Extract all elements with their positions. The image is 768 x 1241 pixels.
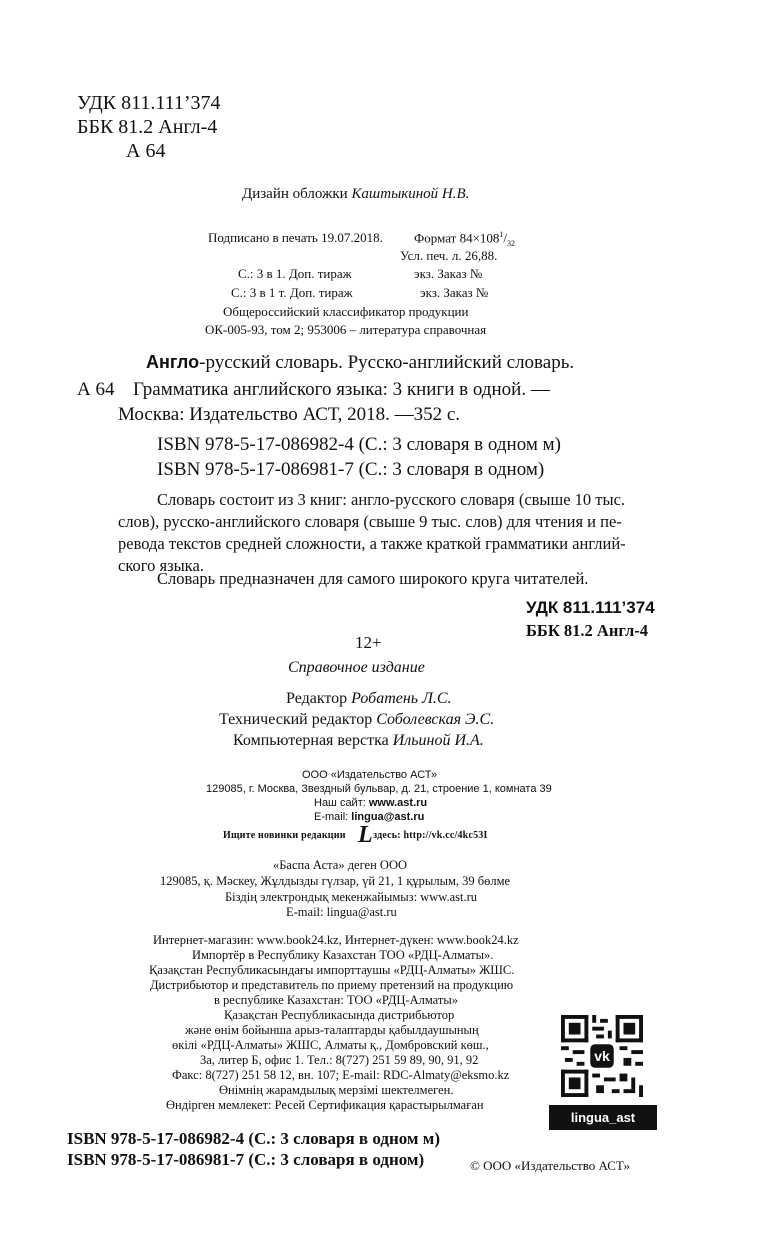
kz-publisher-site: Біздің электрондық мекенжайымыз: www.ast.ru — [225, 890, 477, 904]
title-line-1-rest: -русский словарь. Русско-английский словарь. — [199, 352, 575, 373]
publisher-email-link[interactable]: lingua@ast.ru — [351, 811, 425, 823]
extra-print-2: С.: 3 в 1 т. Доп. тираж — [231, 285, 353, 300]
age-rating: 12+ — [355, 633, 382, 652]
qr-code-icon[interactable] — [561, 1015, 643, 1097]
right-udk-code: УДК 811.111’374 — [526, 598, 655, 617]
format-sup: 1 — [499, 230, 504, 239]
title-isbn-1: ISBN 978-5-17-086982-4 (С.: 3 словаря в одном м) — [157, 434, 561, 455]
signed-label: Подписано в печать — [208, 230, 322, 245]
publisher-address: 129085, г. Москва, Звездный бульвар, д. 21, строение 1, комната 39 — [206, 783, 552, 795]
right-bbk-code: ББК 81.2 Англ-4 — [526, 621, 648, 640]
description-line-3: ревода текстов средней сложности, а также краткой грамматики англий- — [118, 534, 626, 553]
distribution-line-4: Дистрибьютор и представитель по приему претензий на продукцию — [150, 978, 514, 992]
title-line-3: Москва: Издательство АСТ, 2018. —352 с. — [118, 404, 461, 425]
ok-code: ОК-005-93, том 2; 953006 – литература справочная — [205, 322, 487, 337]
order-2: экз. Заказ № — [420, 285, 489, 300]
news-line — [223, 830, 488, 841]
tech-editor — [219, 711, 494, 729]
distribution-line-3: Қазақстан Республикасындағы импорттаушы «РДЦ-Алматы» ЖШС. — [149, 963, 515, 977]
description-line-1: Словарь состоит из 3 книг: англо-русского словаря (свыше 10 тыс. — [157, 490, 626, 509]
news-link[interactable]: здесь: http://vk.cc/4kc53I — [373, 830, 488, 841]
description-line-2: слов), русско-английского словаря (свыше 9 тыс. слов) для чтения и пе- — [118, 512, 622, 531]
qr-label: lingua_ast — [549, 1105, 657, 1130]
title-line-2: Грамматика английского языка: 3 книги в одной. — — [133, 379, 550, 400]
title-isbn-2: ISBN 978-5-17-086981-7 (С.: 3 словаря в одном) — [157, 459, 545, 480]
order-1: экз. Заказ № — [414, 266, 483, 281]
layout-editor-name: Ильиной И.А. — [392, 732, 484, 749]
editor-name: Робатень Л.С. — [351, 690, 452, 707]
description-line-4: ского языка. — [118, 556, 204, 575]
cover-designer-name: Каштыкиной Н.В. — [351, 186, 470, 202]
signed-to-print — [208, 230, 383, 246]
distribution-line-10: Факс: 8(727) 251 58 12, вн. 107; E-mail: RDC-Almaty@eksmo.kz — [172, 1068, 510, 1082]
kz-publisher-email: E-mail: lingua@ast.ru — [286, 905, 397, 919]
publisher-email-label: E-mail: — [314, 811, 352, 823]
distribution-line-9: 3а, литер Б, офис 1. Тел.: 8(727) 251 59 89, 90, 91, 92 — [200, 1053, 479, 1067]
description-line-5: Словарь предназначен для самого широкого круга читателей. — [157, 569, 589, 588]
classifier: Общероссийский классификатор продукции — [223, 304, 469, 319]
bottom-isbn-2: ISBN 978-5-17-086981-7 (С.: 3 словаря в одном) — [67, 1150, 425, 1169]
title-code: А 64 — [77, 379, 115, 400]
format-label: Формат 84×108 — [414, 230, 500, 246]
udk-code: УДК 811.111’374 — [77, 92, 221, 114]
news-label: Ищите новинки редакции — [223, 830, 346, 841]
editor — [286, 690, 452, 708]
kz-publisher-address: 129085, қ. Мәскеу, Жұлдызды гүлзар, үй 21, 1 құрылым, 39 бөлме — [160, 874, 511, 888]
format-sub: 32 — [507, 238, 516, 248]
copyright: © ООО «Издательство АСТ» — [470, 1158, 631, 1173]
kz-publisher-name: «Баспа Аста» деген ООО — [273, 858, 408, 872]
author-mark: А 64 — [126, 140, 166, 162]
printed-sheets: Усл. печ. л. 26,88. — [400, 248, 498, 263]
book-format: Формат $84\times 108^1/_{32}$ — [414, 230, 516, 248]
tech-editor-label: Технический редактор — [219, 711, 377, 728]
editor-label: Редактор — [286, 690, 352, 707]
distribution-line-11: Өнімнің жарамдылық мерзімі шектелмеген. — [219, 1083, 454, 1097]
layout-editor — [233, 732, 484, 750]
distribution-line-8: өкілі «РДЦ-Алматы» ЖШС, Алматы қ., Домбровский көш., — [172, 1038, 489, 1052]
title-line-1 — [146, 352, 574, 374]
extra-print-1: С.: 3 в 1. Доп. тираж — [238, 266, 352, 281]
cover-design-label: Дизайн обложки — [242, 186, 352, 202]
layout-editor-label: Компьютерная верстка — [233, 732, 393, 749]
edition-type: Справочное издание — [288, 659, 425, 676]
signed-date: 19.07.2018. — [321, 230, 383, 245]
tech-editor-name: Соболевская Э.С. — [376, 711, 495, 728]
publisher-name: ООО «Издательство АСТ» — [302, 769, 438, 781]
cover-design — [242, 186, 469, 203]
distribution-line-2: Импортёр в Республику Казахстан ТОО «РДЦ-Алматы». — [192, 948, 494, 962]
distribution-line-6: Қазақстан Республикасында дистрибьютор — [224, 1008, 455, 1022]
publisher-site-label: Наш сайт: — [314, 797, 369, 809]
lingua-logo-icon: L — [358, 822, 373, 848]
bbk-code: ББК 81.2 Англ-4 — [77, 116, 218, 138]
distribution-line-5: в республике Казахстан: ТОО «РДЦ-Алматы» — [214, 993, 459, 1007]
publisher-site — [314, 797, 427, 809]
publisher-site-link[interactable]: www.ast.ru — [368, 797, 428, 809]
distribution-line-7: және өнім бойынша арыз-талаптарды қабылдаушының — [185, 1023, 479, 1037]
svg-text:vk: vk — [594, 1048, 610, 1065]
distribution-line-12: Өндірген мемлекет: Ресей Сертификация қарастырылмаған — [166, 1098, 484, 1112]
title-bold-word: Англо — [146, 352, 200, 372]
distribution-line-1: Интернет-магазин: www.book24.kz, Интернет-дүкен: www.book24.kz — [153, 933, 519, 947]
bottom-isbn-1: ISBN 978-5-17-086982-4 (С.: 3 словаря в одном м) — [67, 1129, 441, 1148]
